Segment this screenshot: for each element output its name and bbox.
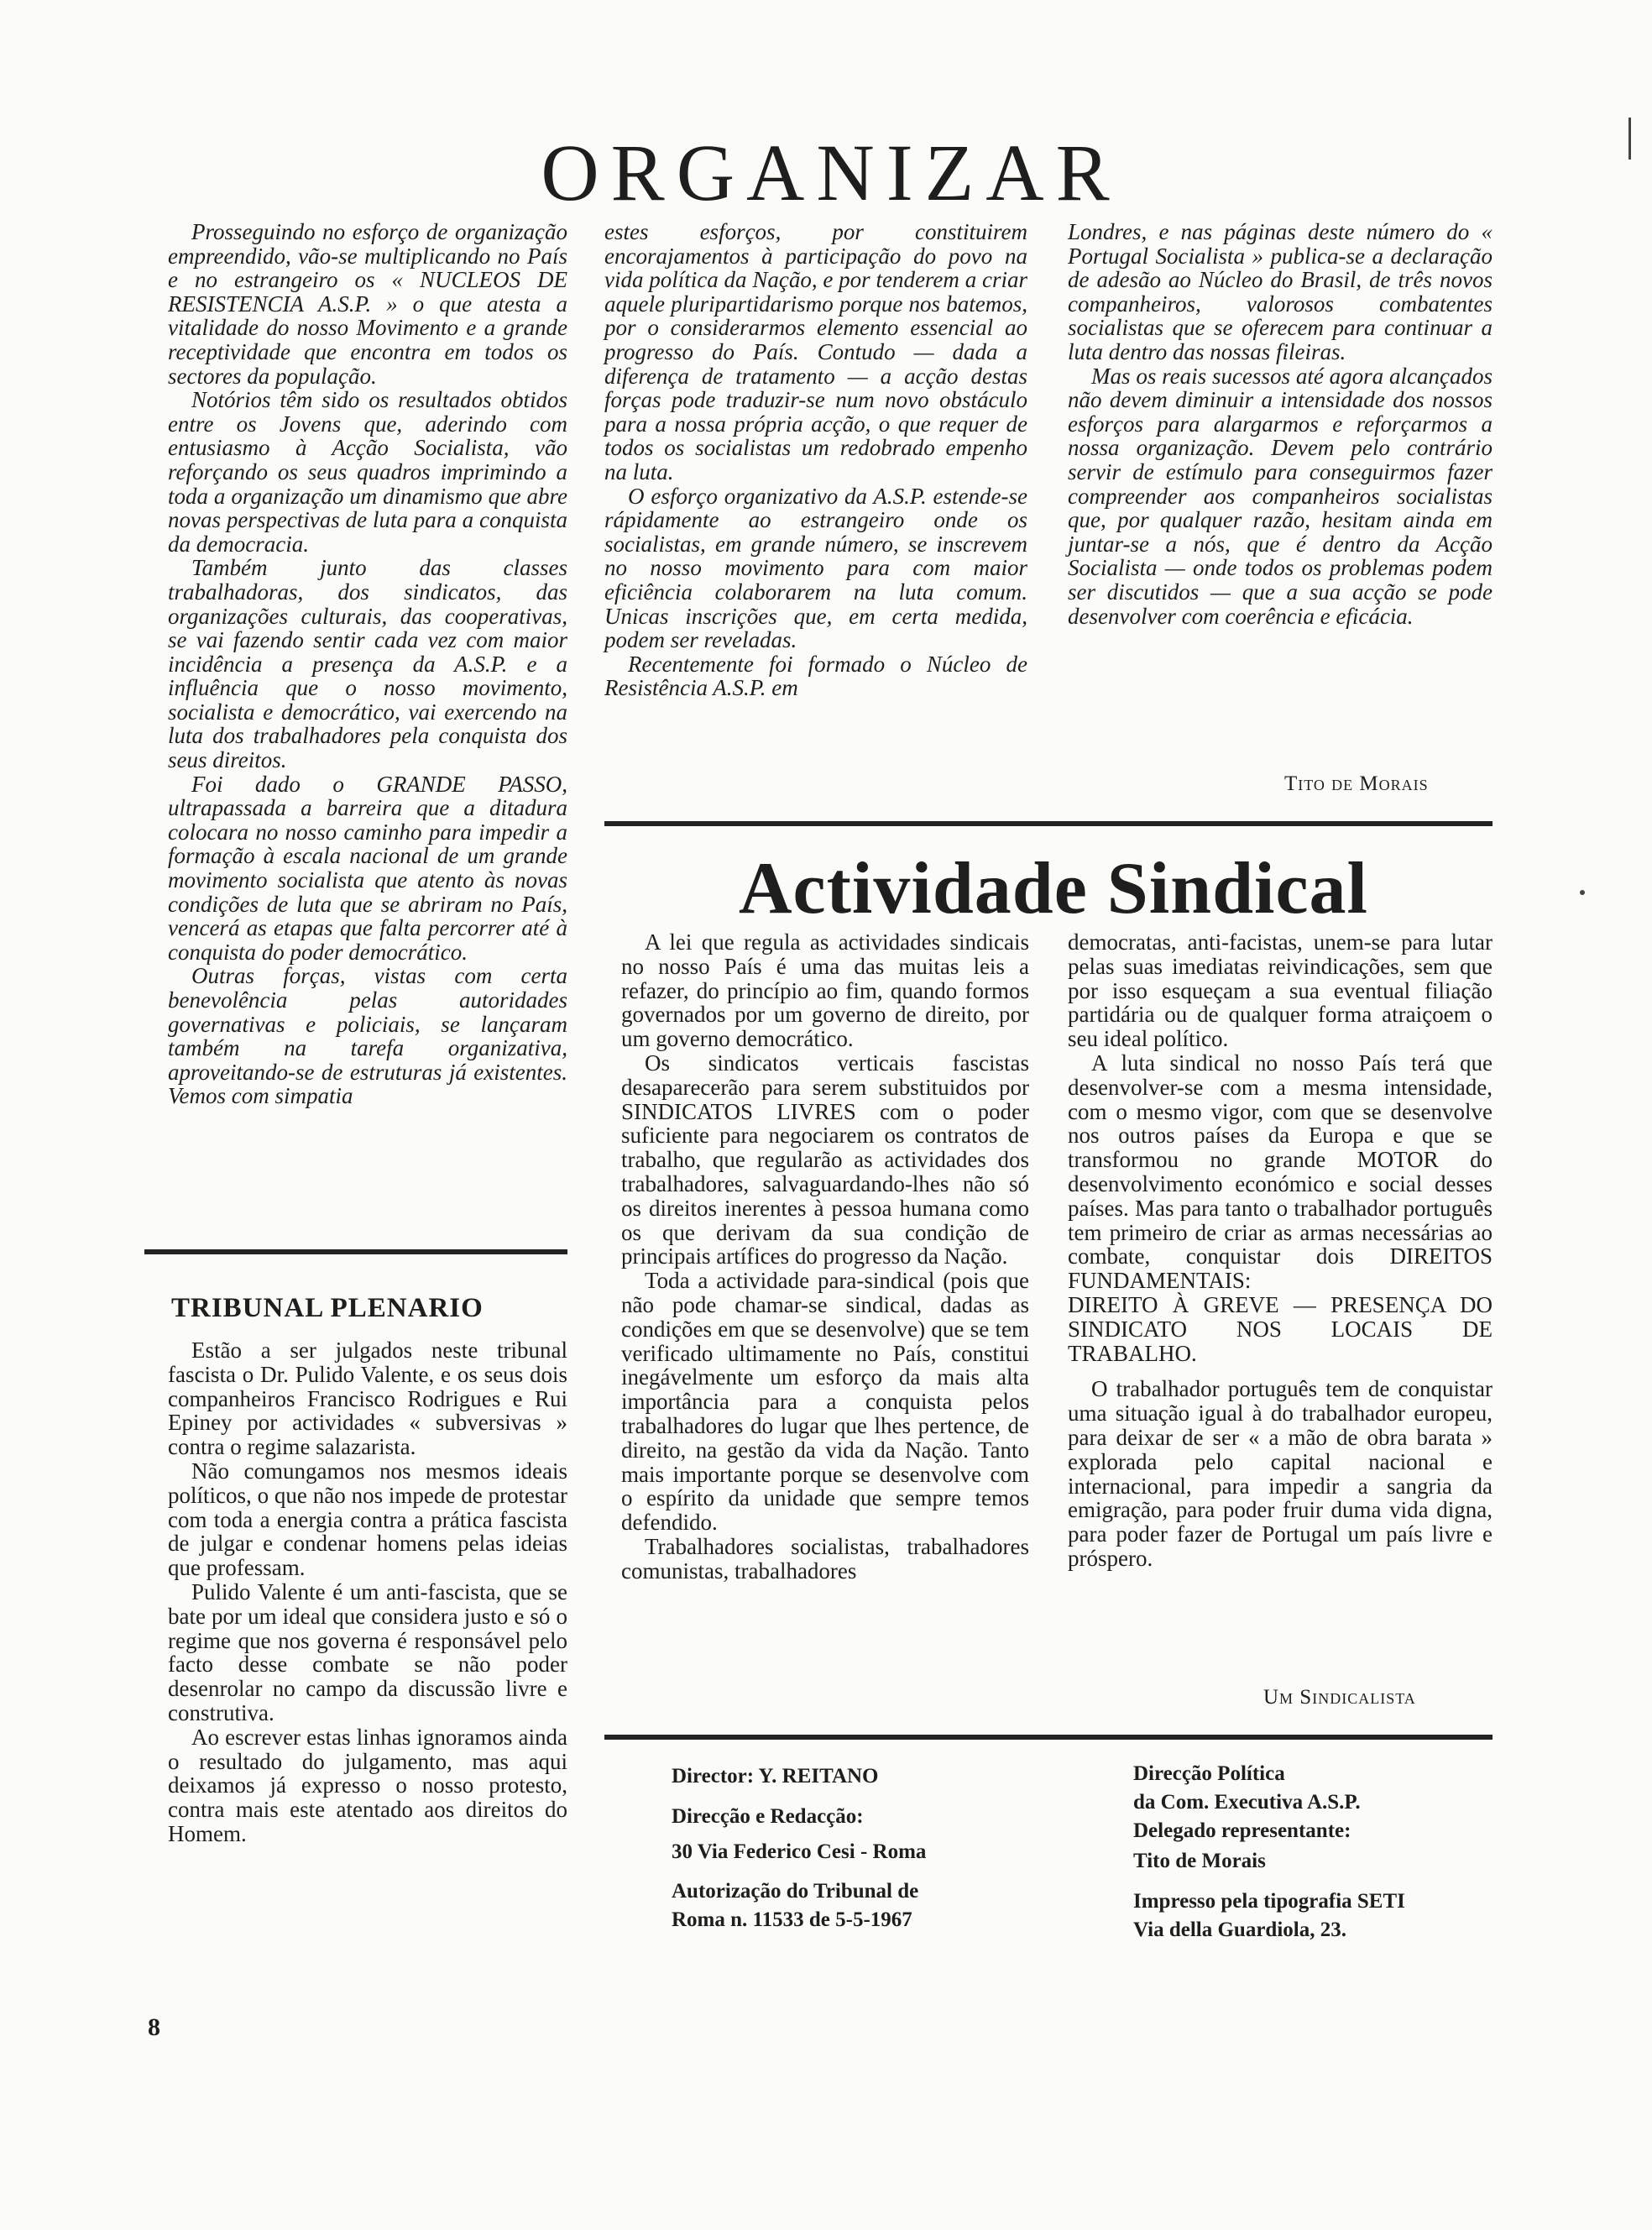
impresso-line-1: Impresso pela tipografia SETI [1133, 1890, 1405, 1913]
impresso-line-2: Via della Guardiola, 23. [1133, 1919, 1346, 1941]
organizar-paragraph: estes esforços, por constituirem encorajamentos à participação do povo na vida política da Nação, e por tenderem a criar aquele pluripartidarismo porque nos batemos, por o considerarmos elemento essencial ao progresso do País. Contudo — dada a diferença de tratamento — a acção destas forças pode traduzir-se num novo obstáculo para a nossa própria acção, o que requer de todos os socialistas um redobrado empenho na luta. [604, 219, 1027, 484]
delegado-line-1: Delegado representante: [1133, 1819, 1351, 1842]
sindical-paragraph: A lei que regula as actividades sindicais no nosso País é uma das muitas leis a refazer, do princípio ao fim, quando formos governados por um governo de direito, por um governo democrático. [621, 929, 1029, 1052]
autorizacao-line-2: Roma n. 11533 de 5-5-1967 [672, 1908, 912, 1931]
director-line: Director: Y. REITANO [672, 1765, 879, 1788]
sindical-paragraph: democratas, anti-facistas, unem-se para lutar pelas suas imediatas reivindicações, sem que por isso esqueçam a sua eventual filiação partidária ou de qualquer forma atraiçoem o seu ideal político. [1068, 929, 1493, 1052]
organizar-paragraph: Outras forças, vistas com certa benevolência pelas autoridades governativas e policiais, se lançaram também na tarefa organizativa, aproveitando-se de estruturas já existentes. Vemos com simpatia [168, 963, 567, 1109]
organizar-paragraph: Prosseguindo no esforço de organização empreendido, vão-se multiplicando no País e no estrangeiro os « NUCLEOS DE RESISTENCIA A.S.P. » o que atesta a vitalidade do nosso Movimento e a grande receptividade que encontra em todos os sectores da população. [168, 219, 567, 389]
politica-line-2: da Com. Executiva A.S.P. [1133, 1791, 1361, 1814]
sindical-column-1 [621, 930, 1029, 1584]
organizar-paragraph: Mas os reais sucessos até agora alcançados não devem diminuir a intensidade dos nossos esforços para alargarmos e reforçarmos a nossa organização. Devem pelo contrário servir de estímulo para conseguirmos fazer compreender aos companheiros socialistas que, por qualquer razão, hesitam ainda em juntar-se a nós, que é dentro da Acção Socialista — onde todos os problemas podem ser discutidos — que a sua acção se pode desenvolver com coerência e eficácia. [1068, 363, 1493, 629]
organizar-title: ORGANIZAR [541, 128, 1121, 217]
organizar-paragraph: Foi dado o GRANDE PASSO, ultrapassada a barreira que a ditadura colocara no nosso caminho para impedir a formação à escala nacional de um grande movimento socialista que atento às novas condições de luta que se abriram no País, vencerá as etapas que falta percorrer até à conquista do poder democrático. [168, 771, 567, 965]
tribunal-heading: TRIBUNAL PLENARIO [171, 1293, 484, 1323]
footer-divider [604, 1735, 1493, 1740]
politica-line-1: Direcção Política [1133, 1762, 1285, 1785]
tribunal-paragraph: Estão a ser julgados neste tribunal fascista o Dr. Pulido Valente, e os seus dois companheiros Francisco Rodrigues e Rui Epiney por actividades « subversivas » contra o regime salazarista. [168, 1337, 567, 1460]
organizar-paragraph: O esforço organizativo da A.S.P. estende-se rápidamente ao estrangeiro onde os socialistas, em grande número, se inscrevem no nosso movimento para com maior eficiência colaborarem na luta comum. Unicas inscrições que, em certa medida, podem ser reveladas. [604, 483, 1027, 653]
organizar-paragraph: Londres, e nas páginas deste número do « Portugal Socialista » publica-se a declaração de adesão ao Núcleo do Brasil, de três novos companheiros, valorosos combatentes socialistas que se oferecem para continuar a luta dentro das nossas fileiras. [1068, 219, 1493, 364]
sindical-paragraph: Os sindicatos verticais fascistas desaparecerão para serem substituidos por SINDICATOS LIVRES com o poder suficiente para negociarem os contratos de trabalho, que regularão as actividades dos trabalhadores, salvaguardando-lhes não só os direitos inerentes à pessoa humana como os que derivam da sua condição de principais artífices do progresso da Nação. [621, 1050, 1029, 1269]
tribunal-paragraph: Não comungamos nos mesmos ideais políticos, o que não nos impede de protestar com toda a energia contra a prática fascista de julgar e condenar homens pelas ideias que professam. [168, 1458, 567, 1581]
organizar-column-1 [168, 220, 567, 1108]
section-divider [604, 821, 1493, 826]
sindical-paragraph: A luta sindical no nosso País terá que desenvolver-se com a mesma intensidade, com o mesmo vigor, com que se desenvolve nos outros países da Europa e que se transformou no grande MOTOR do desenvolvimento económico e social desses países. Mas para tanto o trabalhador português tem primeiro de criar as armas necessárias ao combate, conquistar dois DIREITOS FUNDAMENTAIS: [1068, 1050, 1493, 1294]
redaccao-label: Direcção e Redacção: [672, 1805, 864, 1828]
section-divider [144, 1249, 567, 1254]
sindical-paragraph: O trabalhador português tem de conquistar uma situação igual à do trabalhador europeu, para deixar de ser « a mão de obra barata » explorada pelo capital nacional e internacional, para impedir a sangria da emigração, para poder fruir duma vida digna, para poder fazer de Portugal um país livre e próspero. [1068, 1376, 1493, 1571]
organizar-paragraph: Notórios têm sido os resultados obtidos entre os Jovens que, aderindo com entusiasmo à Acção Socialista, vão reforçando os seus quadros imprimindo a toda a organização um dinamismo que abre novas perspectivas de luta para a conquista da democracia. [168, 387, 567, 557]
organizar-paragraph: Também junto das classes trabalhadoras, dos sindicatos, das organizações culturais, das cooperativas, se vai fazendo sentir cada vez com maior incidência a presença da A.S.P. e a influência que o nosso movimento, socialista e democrático, vai exercendo na luta dos trabalhadores pela conquista dos seus direitos. [168, 555, 567, 773]
scan-mark [1628, 118, 1631, 160]
page-number: 8 [148, 2013, 160, 2041]
organizar-column-3 [1068, 220, 1493, 628]
sindical-paragraph: DIREITO À GREVE — PRESENÇA DO SINDICATO NOS LOCAIS DE TRABALHO. [1068, 1291, 1493, 1366]
scan-mark [1580, 890, 1585, 895]
sindical-signature: Um Sindicalista [1263, 1686, 1416, 1709]
sindical-column-2 [1068, 930, 1493, 1571]
masthead-left [672, 1760, 926, 1934]
delegado-line-2: Tito de Morais [1133, 1850, 1266, 1872]
autorizacao-line-1: Autorização do Tribunal de [672, 1880, 919, 1903]
organizar-paragraph: Recentemente foi formado o Núcleo de Resistência A.S.P. em [604, 651, 1027, 701]
address-line: 30 Via Federico Cesi - Roma [672, 1840, 927, 1863]
masthead-right [1133, 1760, 1405, 1945]
organizar-signature: Tito de Morais [1284, 772, 1429, 795]
tribunal-column [168, 1338, 567, 1846]
tribunal-paragraph: Ao escrever estas linhas ignoramos ainda o resultado do julgamento, mas aqui deixamos já expresso o nosso protesto, contra mais este atentado aos direitos do Homem. [168, 1724, 567, 1846]
masthead-footer [672, 1760, 1494, 1961]
sindical-paragraph: Toda a actividade para-sindical (pois que não pode chamar-se sindical, dadas as condições em que se desenvolve) que se tem verificado ultimamente no País, constitui inegávelmente um esforço da mais alta importância para a conquista pelos trabalhadores do lugar que lhes pertence, de direito, na gestão da vida da Nação. Tanto mais importante porque se desenvolve com o espírito da unidade que sempre temos defendido. [621, 1268, 1029, 1536]
sindical-paragraph: Trabalhadores socialistas, trabalhadores comunistas, trabalhadores [621, 1533, 1029, 1584]
organizar-column-2 [604, 220, 1027, 700]
tribunal-paragraph: Pulido Valente é um anti-fascista, que se bate por um ideal que considera justo e só o regime que nos governa é responsável pelo facto desse combate se não poder desenrolar no campo da discussão livre e construtiva. [168, 1578, 567, 1725]
sindical-title: Actividade Sindical [739, 848, 1368, 929]
